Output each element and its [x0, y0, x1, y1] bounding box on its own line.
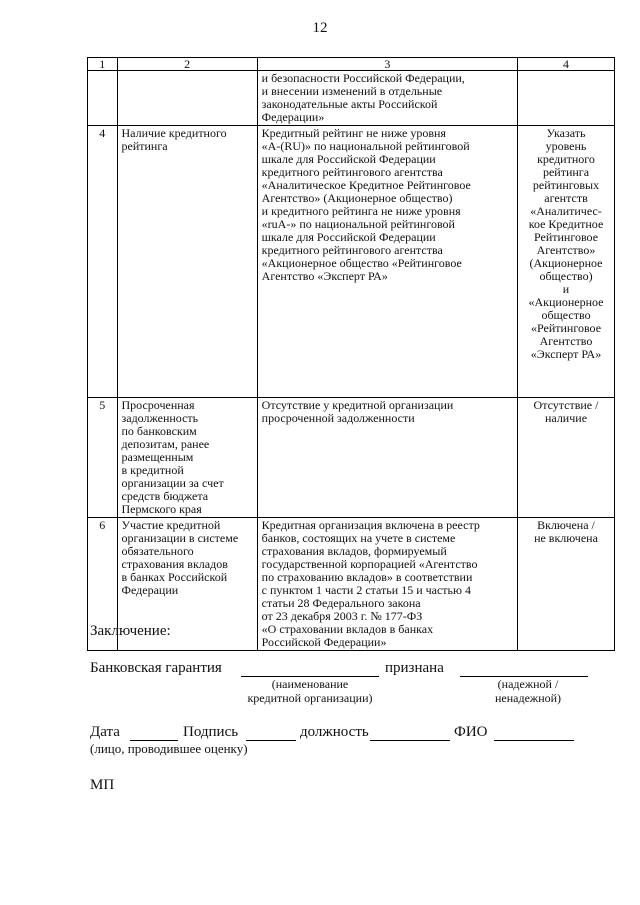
header-col-4: 4 [518, 58, 615, 71]
position-label: должность [300, 724, 369, 740]
value-cell: Указать уровень кредитного рейтинга рейтинговых агентств «Аналитичес- кое Кредитное Рейтинговое Агентство» (Акционерное общество) и «Акционерное общество «Рейтинговое Агентство «Эксперт РА» [518, 126, 615, 398]
table-row-continuation [88, 71, 615, 126]
row-number: 5 [88, 398, 118, 518]
page-number: 12 [312, 20, 328, 36]
row-number: 6 [88, 518, 118, 651]
requirement-cell: Отсутствие у кредитной организации просроченной задолженности [257, 398, 517, 518]
value-cell: Отсутствие / наличие [518, 398, 615, 518]
guarantee-line [90, 660, 610, 720]
table-row [88, 398, 615, 518]
sign-label: Подпись [183, 724, 239, 740]
criterion-cell: Наличие кредитного рейтинга [117, 126, 257, 398]
sign-field[interactable] [246, 740, 296, 741]
criteria-table [87, 57, 615, 651]
signature-row [90, 724, 610, 756]
table-row [88, 126, 615, 398]
stamp-place: МП [90, 777, 115, 793]
recognized-label: признана [385, 660, 444, 676]
table-header-row [88, 58, 615, 71]
conclusion-heading: Заключение: [90, 623, 171, 639]
header-col-3: 3 [257, 58, 517, 71]
fio-label: ФИО [454, 724, 488, 740]
continuation-text: и безопасности Российской Федерации, и внесении изменений в отдельные законодательные акты Российской Федерации» [257, 71, 517, 126]
fio-field[interactable] [494, 740, 574, 741]
date-label: Дата [90, 724, 120, 740]
person-hint: (лицо, проводившее оценку) [90, 741, 248, 756]
row-number: 4 [88, 126, 118, 398]
header-col-1: 1 [88, 58, 118, 71]
bank-name-hint: (наименование кредитной организации) [247, 677, 373, 705]
requirement-cell: Кредитный рейтинг не ниже уровня «A-(RU)» по национальной рейтинговой шкале для Российской Федерации кредитного рейтингового агентства «Аналитическое Кредитное Рейтинговое Агентство» (Акционерное общество) и кредитного рейтинга не ниже уровня «ruA-» по национальной рейтинговой шкале для Российской Федерации кредитного рейтингового агентства «Акционерное общество «Рейтинговое Агентство «Эксперт РА» [257, 126, 517, 398]
header-col-2: 2 [117, 58, 257, 71]
requirement-cell: Кредитная организация включена в реестр банков, состоящих на учете в системе страхования вкладов, формируемый государственной корпорацией «Агентство по страхованию вкладов» в соответствии с пунктом 1 части 2 статьи 15 и частью 4 статьи 28 Федерального закона от 23 декабря 2003 г. № 177-ФЗ «О страховании вкладов в банках Российской Федерации» [257, 518, 517, 651]
position-field[interactable] [370, 740, 450, 741]
reliability-hint: (надежной / ненадежной) [494, 677, 562, 705]
criterion-cell: Просроченная задолженность по банковским депозитам, ранее размещенным в кредитной организации за счет средств бюджета Пермского края [117, 398, 257, 518]
criterion-cell: Участие кредитной организации в системе обязательного страхования вкладов в банках Российской Федерации [117, 518, 257, 651]
guarantee-label: Банковская гарантия [90, 660, 222, 676]
value-cell: Включена / не включена [518, 518, 615, 651]
